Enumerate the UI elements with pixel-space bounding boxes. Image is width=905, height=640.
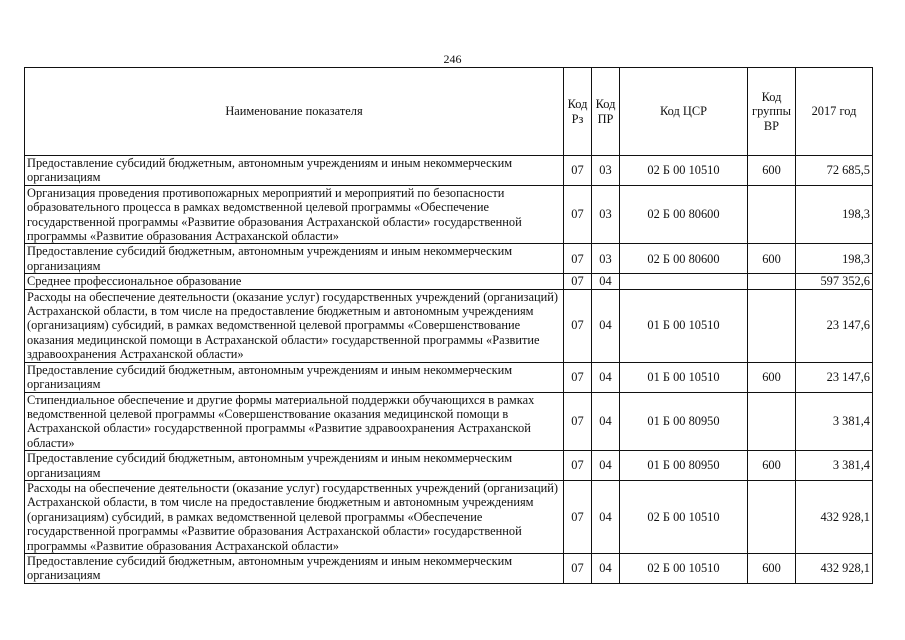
row-csr: 01 Б 00 10510 bbox=[620, 289, 748, 362]
row-pr: 04 bbox=[592, 289, 620, 362]
row-vr bbox=[748, 185, 796, 244]
table-row bbox=[25, 392, 873, 451]
row-value: 597 352,6 bbox=[796, 274, 873, 289]
row-vr: 600 bbox=[748, 362, 796, 392]
table-row bbox=[25, 185, 873, 244]
row-pr: 03 bbox=[592, 244, 620, 274]
row-value: 23 147,6 bbox=[796, 362, 873, 392]
row-name: Предоставление субсидий бюджетным, автономным учреждениям и иным некоммерческим организациям bbox=[25, 156, 564, 186]
row-pr: 04 bbox=[592, 451, 620, 481]
row-name: Расходы на обеспечение деятельности (оказание услуг) государственных учреждений (организаций) Астраханской области, в том числе на предоставление бюджетным и автономным учреждениям (организациям) субсидий, в рамках ведомственной целевой программы «Обеспечение государственной программы «Развитие образования Астраханской области» государственной программы «Развитие образования Астраханской области» bbox=[25, 480, 564, 553]
row-name: Предоставление субсидий бюджетным, автономным учреждениям и иным некоммерческим организациям bbox=[25, 451, 564, 481]
table-row bbox=[25, 274, 873, 289]
row-csr: 01 Б 00 10510 bbox=[620, 362, 748, 392]
row-name: Предоставление субсидий бюджетным, автономным учреждениям и иным некоммерческим организациям bbox=[25, 244, 564, 274]
row-rz: 07 bbox=[564, 274, 592, 289]
row-vr bbox=[748, 289, 796, 362]
row-csr: 02 Б 00 10510 bbox=[620, 553, 748, 583]
row-value: 23 147,6 bbox=[796, 289, 873, 362]
row-rz: 07 bbox=[564, 392, 592, 451]
table-header bbox=[25, 68, 873, 156]
row-pr: 04 bbox=[592, 274, 620, 289]
row-csr: 02 Б 00 80600 bbox=[620, 244, 748, 274]
column-header-pr: Код ПР bbox=[592, 68, 620, 156]
row-value: 72 685,5 bbox=[796, 156, 873, 186]
table-row bbox=[25, 289, 873, 362]
budget-table bbox=[24, 67, 873, 584]
row-rz: 07 bbox=[564, 156, 592, 186]
row-rz: 07 bbox=[564, 244, 592, 274]
row-csr: 01 Б 00 80950 bbox=[620, 451, 748, 481]
row-pr: 04 bbox=[592, 362, 620, 392]
row-vr bbox=[748, 274, 796, 289]
row-vr: 600 bbox=[748, 553, 796, 583]
column-header-vr: Код группы ВР bbox=[748, 68, 796, 156]
table-row bbox=[25, 451, 873, 481]
table-row bbox=[25, 480, 873, 553]
row-csr bbox=[620, 274, 748, 289]
row-vr bbox=[748, 392, 796, 451]
table-body bbox=[25, 156, 873, 584]
row-vr: 600 bbox=[748, 451, 796, 481]
row-pr: 04 bbox=[592, 392, 620, 451]
table-row bbox=[25, 244, 873, 274]
row-name: Организация проведения противопожарных мероприятий и мероприятий по безопасности образовательного процесса в рамках ведомственной целевой программы «Обеспечение государственной программы «Развитие образования Астраханской области» государственной программы «Развитие образования Астраханской области» bbox=[25, 185, 564, 244]
table-row bbox=[25, 553, 873, 583]
row-value: 198,3 bbox=[796, 185, 873, 244]
row-name: Стипендиальное обеспечение и другие формы материальной поддержки обучающихся в рамках ведомственной целевой программы «Совершенствование оказания медицинской помощи в Астраханской области» государственной программы «Развитие здравоохранения Астраханской области» bbox=[25, 392, 564, 451]
row-csr: 02 Б 00 80600 bbox=[620, 185, 748, 244]
row-pr: 04 bbox=[592, 480, 620, 553]
row-rz: 07 bbox=[564, 480, 592, 553]
header-row bbox=[25, 68, 873, 156]
row-name: Предоставление субсидий бюджетным, автономным учреждениям и иным некоммерческим организациям bbox=[25, 553, 564, 583]
row-value: 432 928,1 bbox=[796, 553, 873, 583]
row-name: Среднее профессиональное образование bbox=[25, 274, 564, 289]
row-vr: 600 bbox=[748, 156, 796, 186]
column-header-rz: Код Рз bbox=[564, 68, 592, 156]
row-csr: 01 Б 00 80950 bbox=[620, 392, 748, 451]
row-name: Предоставление субсидий бюджетным, автономным учреждениям и иным некоммерческим организациям bbox=[25, 362, 564, 392]
row-pr: 03 bbox=[592, 156, 620, 186]
row-value: 432 928,1 bbox=[796, 480, 873, 553]
row-pr: 04 bbox=[592, 553, 620, 583]
row-rz: 07 bbox=[564, 451, 592, 481]
row-rz: 07 bbox=[564, 362, 592, 392]
column-header-name: Наименование показателя bbox=[25, 68, 564, 156]
row-name: Расходы на обеспечение деятельности (оказание услуг) государственных учреждений (организаций) Астраханской области, в том числе на предоставление бюджетным и автономным учреждениям (организациям) субсидий, в рамках ведомственной целевой программы «Совершенствование оказания медицинской помощи в Астраханской области» государственной программы «Развитие здравоохранения Астраханской области» bbox=[25, 289, 564, 362]
table-row bbox=[25, 362, 873, 392]
row-csr: 02 Б 00 10510 bbox=[620, 156, 748, 186]
page-number: 246 bbox=[443, 52, 462, 66]
row-value: 198,3 bbox=[796, 244, 873, 274]
row-value: 3 381,4 bbox=[796, 451, 873, 481]
row-value: 3 381,4 bbox=[796, 392, 873, 451]
row-rz: 07 bbox=[564, 185, 592, 244]
table-row bbox=[25, 156, 873, 186]
row-vr bbox=[748, 480, 796, 553]
row-vr: 600 bbox=[748, 244, 796, 274]
row-pr: 03 bbox=[592, 185, 620, 244]
column-header-csr: Код ЦСР bbox=[620, 68, 748, 156]
row-csr: 02 Б 00 10510 bbox=[620, 480, 748, 553]
row-rz: 07 bbox=[564, 289, 592, 362]
column-header-year: 2017 год bbox=[796, 68, 873, 156]
row-rz: 07 bbox=[564, 553, 592, 583]
